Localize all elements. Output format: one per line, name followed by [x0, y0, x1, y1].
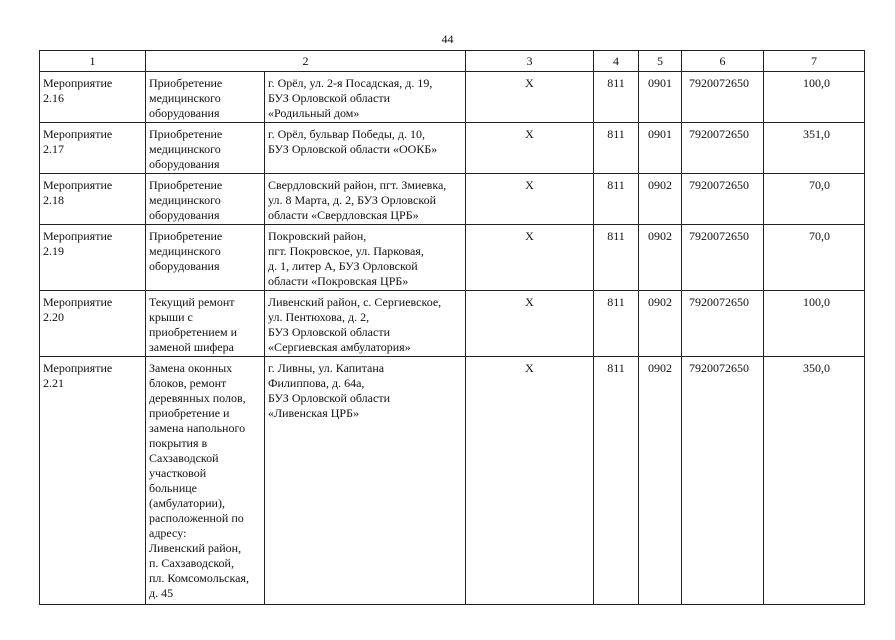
col7-amount: 100,0 [764, 291, 865, 357]
col6-code: 7920072650 [682, 174, 764, 225]
col5-code: 0901 [639, 123, 682, 174]
measure-id: Мероприятие 2.18 [40, 174, 146, 225]
header-col-7: 7 [764, 51, 865, 72]
col5-code: 0902 [639, 291, 682, 357]
header-col-3: 3 [466, 51, 594, 72]
header-col-5: 5 [639, 51, 682, 72]
col3-mark: Х [466, 291, 594, 357]
measure-address: г. Орёл, ул. 2-я Посадская, д. 19, БУЗ Орловской области «Родильный дом» [265, 72, 466, 123]
col5-code: 0901 [639, 72, 682, 123]
col5-code: 0902 [639, 174, 682, 225]
header-col-2: 2 [146, 51, 466, 72]
measure-name: Замена оконных блоков, ремонт деревянных полов, приобретение и замена напольного покрытия в Сахзаводской участковой больнице (амбулатории), расположенной по адресу: Ливенский район, п. Сахзаводской, пл. Комсомольская, д. 45 [146, 357, 265, 605]
col3-mark: Х [466, 174, 594, 225]
col7-amount: 70,0 [764, 225, 865, 291]
table-row [40, 225, 865, 291]
col7-amount: 100,0 [764, 72, 865, 123]
page-number: 44 [441, 32, 454, 46]
col5-code: 0902 [639, 357, 682, 605]
col6-code: 7920072650 [682, 357, 764, 605]
col3-mark: Х [466, 123, 594, 174]
measure-id: Мероприятие 2.17 [40, 123, 146, 174]
table-row [40, 174, 865, 225]
table-row [40, 123, 865, 174]
col4-code: 811 [594, 225, 639, 291]
header-col-6: 6 [682, 51, 764, 72]
table-header [40, 51, 865, 72]
measure-name: Приобретение медицинского оборудования [146, 123, 265, 174]
col3-mark: Х [466, 72, 594, 123]
measure-address: г. Ливны, ул. Капитана Филиппова, д. 64а, БУЗ Орловской области «Ливенская ЦРБ» [265, 357, 466, 605]
measure-address: Ливенский район, с. Сергиевское, ул. Пентюхова, д. 2, БУЗ Орловской области «Сергиевская амбулатория» [265, 291, 466, 357]
col3-mark: Х [466, 357, 594, 605]
col3-mark: Х [466, 225, 594, 291]
col6-code: 7920072650 [682, 123, 764, 174]
measure-name: Приобретение медицинского оборудования [146, 174, 265, 225]
col6-code: 7920072650 [682, 72, 764, 123]
measure-name: Приобретение медицинского оборудования [146, 225, 265, 291]
measure-id: Мероприятие 2.20 [40, 291, 146, 357]
measure-id: Мероприятие 2.21 [40, 357, 146, 605]
col5-code: 0902 [639, 225, 682, 291]
measure-address: Покровский район, пгт. Покровское, ул. Парковая, д. 1, литер А, БУЗ Орловской области «Покровская ЦРБ» [265, 225, 466, 291]
measure-address: г. Орёл, бульвар Победы, д. 10, БУЗ Орловской области «ООКБ» [265, 123, 466, 174]
table-row [40, 357, 865, 605]
col7-amount: 70,0 [764, 174, 865, 225]
col4-code: 811 [594, 123, 639, 174]
measure-id: Мероприятие 2.19 [40, 225, 146, 291]
col4-code: 811 [594, 174, 639, 225]
header-col-4: 4 [594, 51, 639, 72]
col4-code: 811 [594, 357, 639, 605]
col7-amount: 351,0 [764, 123, 865, 174]
col7-amount: 350,0 [764, 357, 865, 605]
col6-code: 7920072650 [682, 225, 764, 291]
col4-code: 811 [594, 72, 639, 123]
table-row [40, 291, 865, 357]
header-col-1: 1 [40, 51, 146, 72]
col6-code: 7920072650 [682, 291, 764, 357]
col4-code: 811 [594, 291, 639, 357]
table-row [40, 72, 865, 123]
budget-table [39, 50, 865, 605]
measure-address: Свердловский район, пгт. Змиевка, ул. 8 Марта, д. 2, БУЗ Орловской области «Свердловская ЦРБ» [265, 174, 466, 225]
measure-name: Приобретение медицинского оборудования [146, 72, 265, 123]
measure-name: Текущий ремонт крыши с приобретением и заменой шифера [146, 291, 265, 357]
measure-id: Мероприятие 2.16 [40, 72, 146, 123]
